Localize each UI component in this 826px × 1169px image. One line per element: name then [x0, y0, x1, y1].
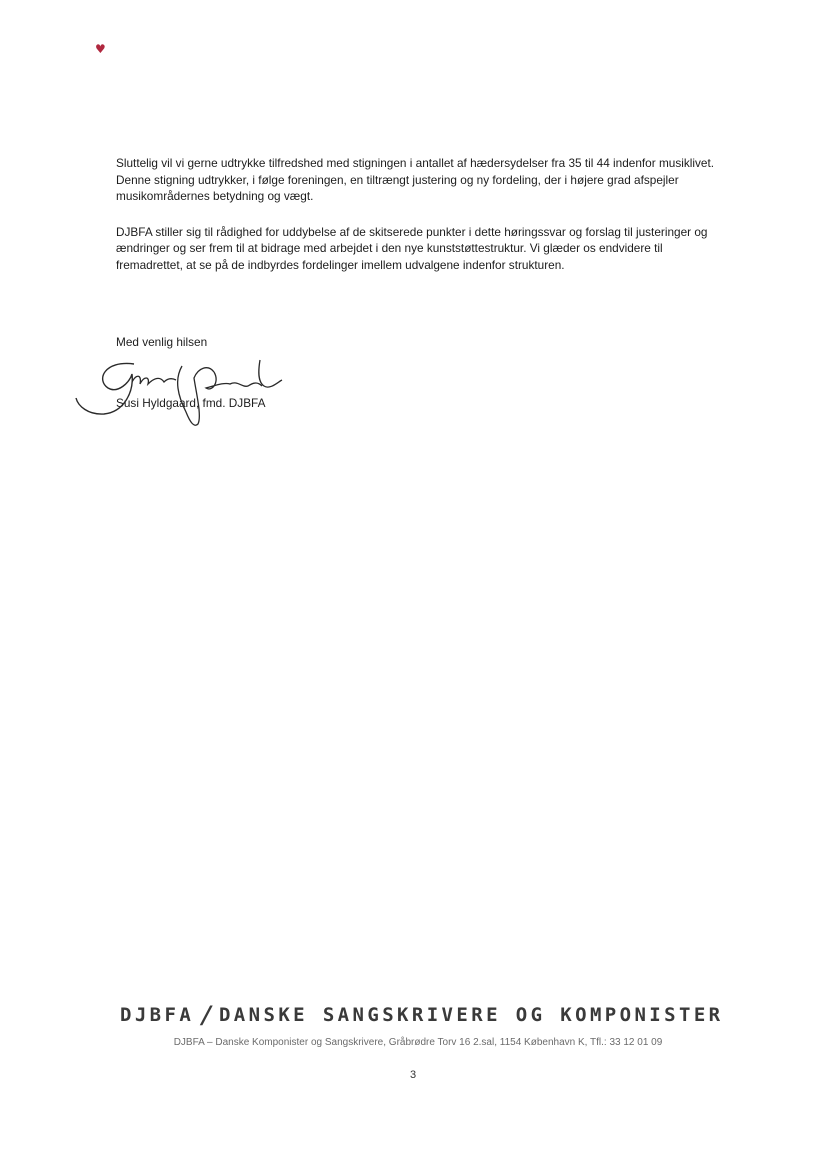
- footer-address: DJBFA – Danske Komponister og Sangskrivere, Gråbrødre Torv 16 2.sal, 1154 København K, Tfl.: 33 12 01 09: [173, 1037, 663, 1048]
- brand-slash-icon: /: [199, 1001, 214, 1029]
- closing-greeting: Med venlig hilsen: [116, 335, 208, 349]
- handwritten-signature-icon: [74, 352, 284, 434]
- signer-line: Susi Hyldgaard, fmd. DJBFA: [116, 396, 266, 410]
- paragraph-1: Sluttelig vil vi gerne udtrykke tilfredshed med stigningen i antallet af hædersydelser fra 35 til 44 indenfor musiklivet. Denne stigning udtrykker, i følge foreningen, en tiltrængt justering og ny fordeling, der i højere grad afspejler musikområdernes betydning og vægt.: [116, 156, 715, 203]
- page-number: 3: [409, 1069, 417, 1081]
- footer-brand: [112, 1000, 724, 1030]
- paragraph-2: DJBFA stiller sig til rådighed for uddybelse af de skitserede punkter i dette høringssvar og forslag til justeringer og ændringer og ser frem til at bidrage med arbejdet i den nye kunststøttestruktur. Vi glæder os endvidere til fremadrettet, at se på de indbyrdes fordelinger imellem udvalgene indenfor strukturen.: [116, 224, 708, 272]
- heart-mark-icon: ♥: [95, 42, 106, 56]
- letter-body: [116, 155, 731, 292]
- brand-abbreviation: DJBFA: [120, 1004, 195, 1026]
- brand-full-name: DANSKE SANGSKRIVERE OG KOMPONISTER: [218, 1004, 724, 1026]
